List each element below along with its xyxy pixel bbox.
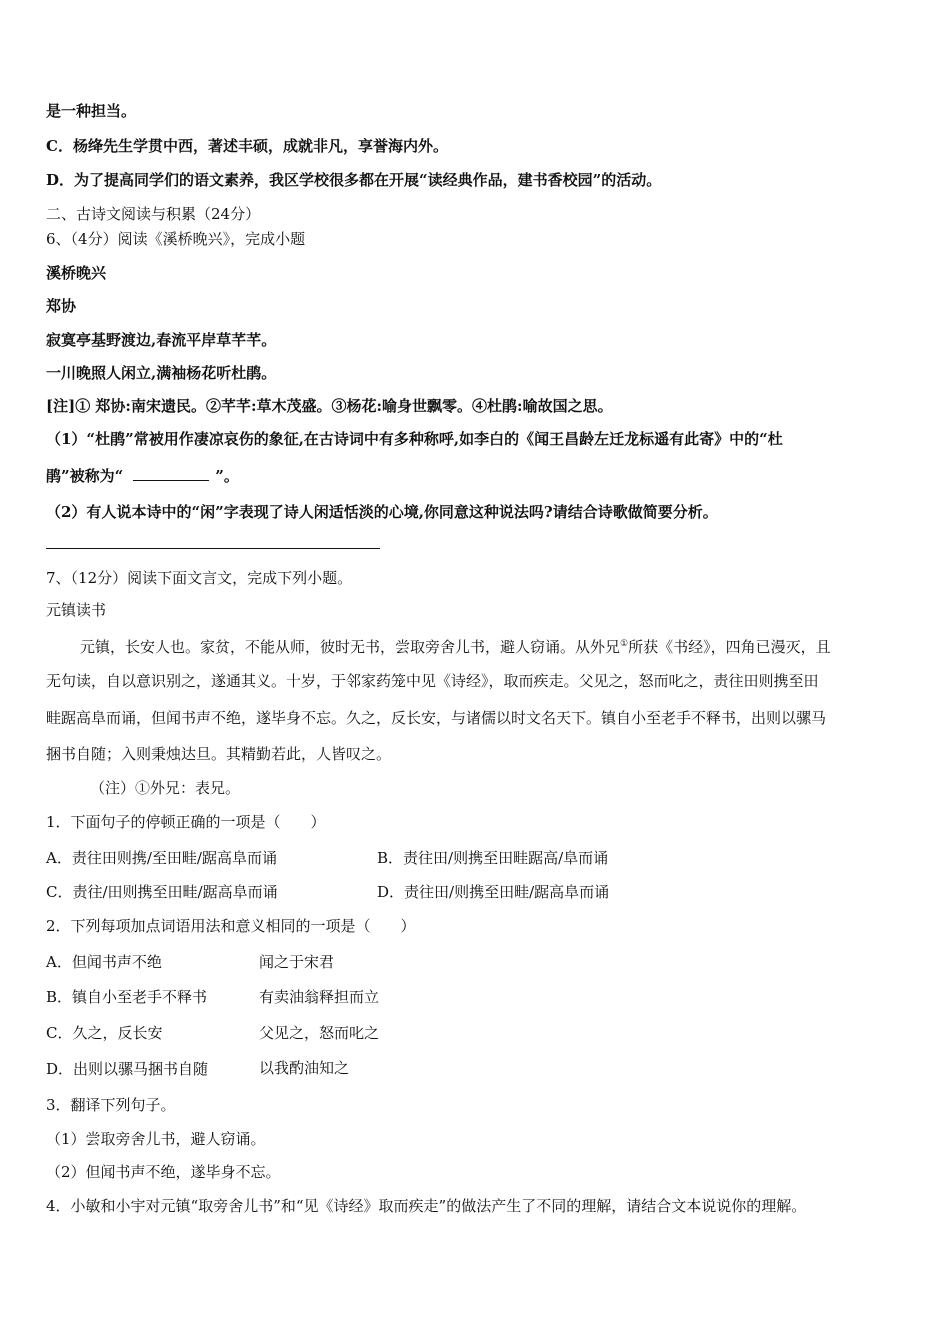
q6-1-prefix: 鹃”被称为“ [46,467,124,485]
s2-option-d-compare: 以我酌油知之 [259,1059,350,1077]
passage-line-3: 畦踞高阜而诵，但闻书声不绝，遂毕身不忘。久之，反长安，与诸儒以时文名天下。镇自小至老手不释书，出则以骡马 [46,709,827,727]
poem-author: 郑协 [46,297,77,315]
answer-blank[interactable] [133,466,209,481]
sub-question-4: 4．小敏和小宇对元镇“取旁舍儿书”和“见《诗经》取而疾走”的做法产生了不同的理解，请结合文本说说你的理解。 [46,1197,807,1215]
sub-question-2: 2．下列每项加点词语用法和意义相同的一项是（ ） [46,917,416,935]
section-heading: 二、古诗文阅读与积累（24分） [46,205,261,223]
s1-option-a[interactable]: A．责往田则携/至田畦/踞高阜而诵 [46,849,277,867]
s2-option-c[interactable]: C．久之，反长安 [46,1024,163,1042]
s3-item-2: （2）但闻书声不绝，遂毕身不忘。 [46,1163,281,1181]
passage-line-4: 捆书自随；入则秉烛达旦。其精勤若此，人皆叹之。 [46,745,392,763]
q6-header: 6、（4分）阅读《溪桥晚兴》，完成小题 [46,230,306,248]
poem-line-1: 寂寞亭基野渡边,春流平岸草芊芊。 [46,331,277,349]
s2-option-d[interactable]: D．出则以骡马捆书自随 [46,1060,209,1078]
answer-line[interactable] [46,548,380,549]
passage-line-1-b: 所获《书经》，四角已漫灭，且 [628,638,831,656]
s2-option-b-compare: 有卖油翁释担而立 [259,988,380,1006]
passage-title: 元镇读书 [46,601,107,619]
option-c: C．杨绛先生学贯中西，著述丰硕，成就非凡，享誉海内外。 [46,137,448,155]
option-d: D．为了提高同学们的语文素养，我区学校很多都在开展“读经典作品，建书香校园”的活动。 [46,171,662,189]
option-b-continuation: 是一种担当。 [46,102,137,120]
passage-line-1-a: 元镇，长安人也。家贫，不能从师，彼时无书，尝取旁舍儿书，避人窃诵。从外兄 [80,638,621,656]
q7-header: 7、（12分）阅读下面文言文，完成下列小题。 [46,569,353,587]
q6-1-line-2 [46,466,239,486]
passage-line-1 [80,634,831,657]
footnote-marker: ① [620,639,629,649]
poem-title: 溪桥晚兴 [46,264,107,282]
s3-item-1: （1）尝取旁舍儿书，避人窃诵。 [46,1130,266,1148]
s2-option-a-compare: 闻之于宋君 [259,953,335,971]
q6-1-line-1: （1）“杜鹃”常被用作凄凉哀伤的象征,在古诗词中有多种称呼,如李白的《闻王昌龄左迁龙标遥有此寄》中的“杜 [46,430,783,448]
s2-option-c-compare: 父见之，怒而叱之 [259,1024,380,1042]
s2-option-a[interactable]: A．但闻书声不绝 [46,953,162,971]
sub-question-3: 3．翻译下列句子。 [46,1096,176,1114]
s2-option-b[interactable]: B．镇自小至老手不释书 [46,988,208,1006]
q6-2: （2）有人说本诗中的“闲”字表现了诗人闲适恬淡的心境,你同意这种说法吗?请结合诗歌做简要分析。 [46,503,718,521]
s1-option-b[interactable]: B．责往田/则携至田畦踞高/阜而诵 [377,849,609,867]
annotation: （注）①外兄：表兄。 [90,779,241,797]
q6-1-suffix: ”。 [215,467,239,485]
poem-note: [注]① 郑协:南宋遗民。②芊芊:草木茂盛。③杨花:喻身世飘零。④杜鹃:喻故国之思。 [46,397,613,415]
s1-option-c[interactable]: C．责往/田则携至田畦/踞高阜而诵 [46,883,278,901]
s1-option-d[interactable]: D．责往田/则携至田畦/踞高阜而诵 [377,883,610,901]
passage-line-2: 无句读，自以意识别之，遂通其义。十岁，于邻家药笼中见《诗经》，取而疾走。父见之，怒而叱之，责往田则携至田 [46,672,819,690]
poem-line-2: 一川晚照人闲立,满袖杨花听杜鹃。 [46,364,277,382]
sub-question-1: 1．下面句子的停顿正确的一项是（ ） [46,813,326,831]
